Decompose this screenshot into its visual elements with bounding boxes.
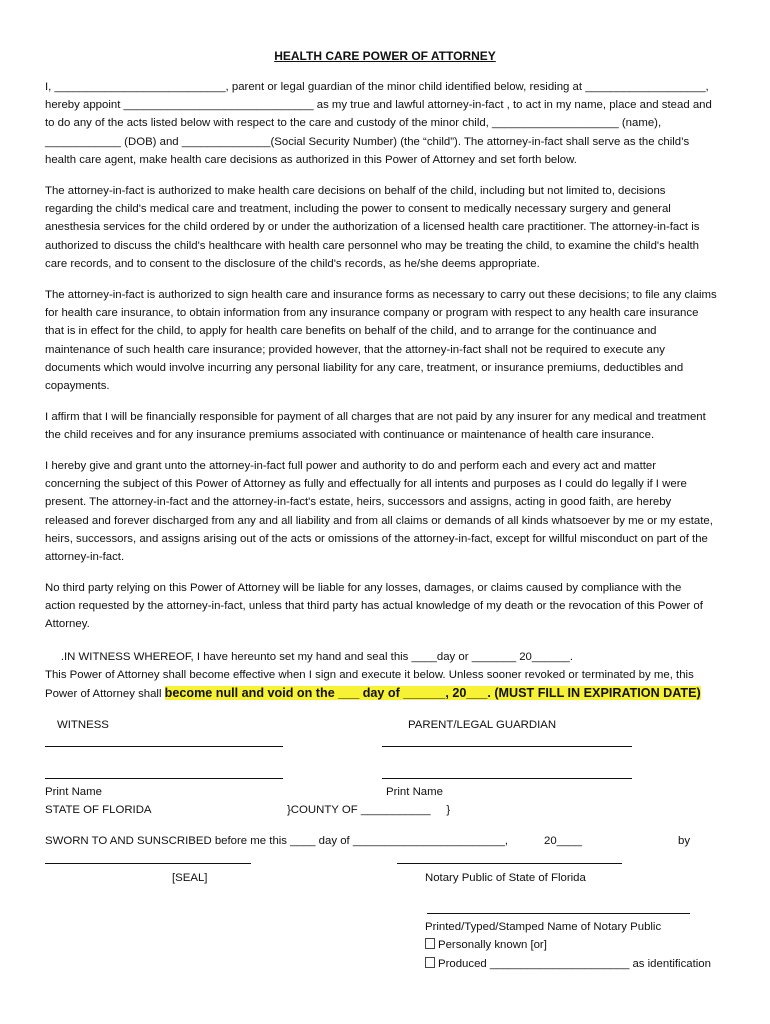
parent-print-name-label: Print Name <box>386 786 443 798</box>
expiration-date-highlight[interactable]: become null and void on the ___ day of ______, 20___. (MUST FILL IN EXPIRATION DATE) <box>164 686 701 700</box>
paragraph-line: concerning the subject of this Power of Attorney as fully and effectually for all intents and purposes as I could do legally if I were <box>45 478 687 491</box>
paragraph-line: regarding the child's medical care and treatment, including the power to consent to medically necessary surgery and general <box>45 203 671 216</box>
paragraph-line: hereby appoint ______________________________ as my true and lawful attorney-in-fact , to act in my name, place and stead and <box>45 99 712 112</box>
expiration-clause-prefix: Power of Attorney shall <box>45 688 165 700</box>
county-label: }COUNTY OF ___________ } <box>287 804 451 816</box>
paragraph-line: for health care insurance, to obtain information from any insurance company or program with respect to any health care insurance <box>45 307 699 320</box>
paragraph-line: attorney-in-fact. <box>45 551 125 564</box>
personally-known-option <box>425 936 547 954</box>
paragraph-line: anesthesia services for the child ordered by or under the authorization of a licensed health care practitioner. The attorney-in-fact is <box>45 221 700 234</box>
paragraph-line: ____________ (DOB) and ______________(Social Security Number) (the “child”). The attorney-in-fact shall serve as the child’s <box>45 135 690 148</box>
notary-printed-name-label: Printed/Typed/Stamped Name of Notary Public <box>425 921 662 933</box>
witness-print-name-label: Print Name <box>45 786 102 798</box>
paragraph-line: care records, and to consent to the disclosure of the child's records, as he/she deems appropriate. <box>45 257 540 270</box>
parent-signature-line[interactable] <box>382 746 632 747</box>
paragraph-line: Attorney. <box>45 618 90 631</box>
produced-checkbox[interactable] <box>425 957 435 968</box>
paragraph-line: action requested by the attorney-in-fact, unless that third party has actual knowledge of my death or the revocation of this Power of <box>45 600 703 613</box>
paragraph-line: The attorney-in-fact is authorized to make health care decisions on behalf of the child, including but not limited to, decisions <box>45 185 666 197</box>
paragraph <box>45 182 735 273</box>
paragraph-line: health care agent, make health care decisions as authorized in this Power of Attorney and set forth below. <box>45 153 577 166</box>
witness-label: WITNESS <box>57 719 109 731</box>
parent-guardian-label: PARENT/LEGAL GUARDIAN <box>408 719 557 731</box>
paragraph-line: released and forever discharged from any and all liability and from all claims or demands of all kinds whatsoever by me or my estate, <box>45 514 713 527</box>
effective-clause-line: This Power of Attorney shall become effective when I sign and execute it below. Unless sooner revoked or terminated by me, this <box>45 669 694 681</box>
document-title: HEALTH CARE POWER OF ATTORNEY <box>274 49 496 63</box>
paragraph-line: No third party relying on this Power of Attorney will be liable for any losses, damages, or claims caused by compliance with the <box>45 582 682 594</box>
produced-option <box>425 955 711 973</box>
notary-printed-name-line[interactable] <box>427 913 690 914</box>
paragraph-line: heirs, successors, and assigns arising out of the acts or omissions of the attorney-in-fact, except for willful misconduct on part of the <box>45 532 708 545</box>
seal-label: [SEAL] <box>172 872 208 884</box>
paragraph <box>45 286 735 395</box>
expiration-clause-line <box>45 684 701 703</box>
paragraph <box>45 78 735 169</box>
witness-signature-line[interactable] <box>45 746 283 747</box>
paragraph-line: copayments. <box>45 380 110 393</box>
paragraph <box>45 457 735 566</box>
notary-public-label: Notary Public of State of Florida <box>425 872 586 884</box>
parent-print-name-line[interactable] <box>382 778 632 779</box>
state-label: STATE OF FLORIDA <box>45 804 152 816</box>
personally-known-checkbox[interactable] <box>425 938 435 949</box>
sworn-by-name-line[interactable] <box>45 863 251 864</box>
paragraph <box>45 408 735 444</box>
personally-known-label: Personally known [or] <box>438 939 547 951</box>
sworn-by: by <box>678 835 691 847</box>
witness-print-name-line[interactable] <box>45 778 283 779</box>
paragraph-line: that is in effect for the child, to apply for health care benefits on behalf of the child, and to arrange for the continuance and <box>45 325 657 338</box>
paragraph-line: documents which would involve incurring any personal liability for any care, treatment, or insurance premiums, deductibles and <box>45 361 684 374</box>
paragraph-line: the child receives and for any insurance premiums associated with continuance or maintenance of health care insurance. <box>45 429 655 442</box>
paragraph-line: I hereby give and grant unto the attorney-in-fact full power and authority to do and perform each and every act and matter <box>45 460 657 472</box>
notary-signature-line[interactable] <box>397 863 622 864</box>
produced-label: Produced ______________________ as identification <box>438 958 711 970</box>
paragraph-line: I, ___________________________, parent or legal guardian of the minor child identified below, residing at ___________________, <box>45 81 709 93</box>
paragraph-line: present. The attorney-in-fact and the attorney-in-fact's estate, heirs, successors and assigns, acting in good faith, are hereby <box>45 496 672 509</box>
paragraph-line: The attorney-in-fact is authorized to sign health care and insurance forms as necessary to carry out these decisions; to file any claims <box>45 289 717 301</box>
witness-clause-line: .IN WITNESS WHEREOF, I have hereunto set my hand and seal this ____day or _______ 20______. <box>45 651 574 663</box>
paragraph <box>45 579 735 634</box>
paragraph-line: to do any of the acts listed below with respect to the care and custody of the minor child, ____________________ (name), <box>45 117 662 130</box>
sworn-year: 20____ <box>544 835 583 847</box>
paragraph-line: authorized to discuss the child's healthcare with health care personnel who may be treating the child, to examine the child's health <box>45 239 699 252</box>
sworn-statement: SWORN TO AND SUNSCRIBED before me this ____ day of ________________________, <box>45 835 509 847</box>
paragraph-line: I affirm that I will be financially responsible for payment of all charges that are not paid by any insurer for any medical and treatment <box>45 411 706 423</box>
paragraph-line: maintenance of such health care insurance; provided however, that the attorney-in-fact shall not be required to execute any <box>45 343 665 356</box>
